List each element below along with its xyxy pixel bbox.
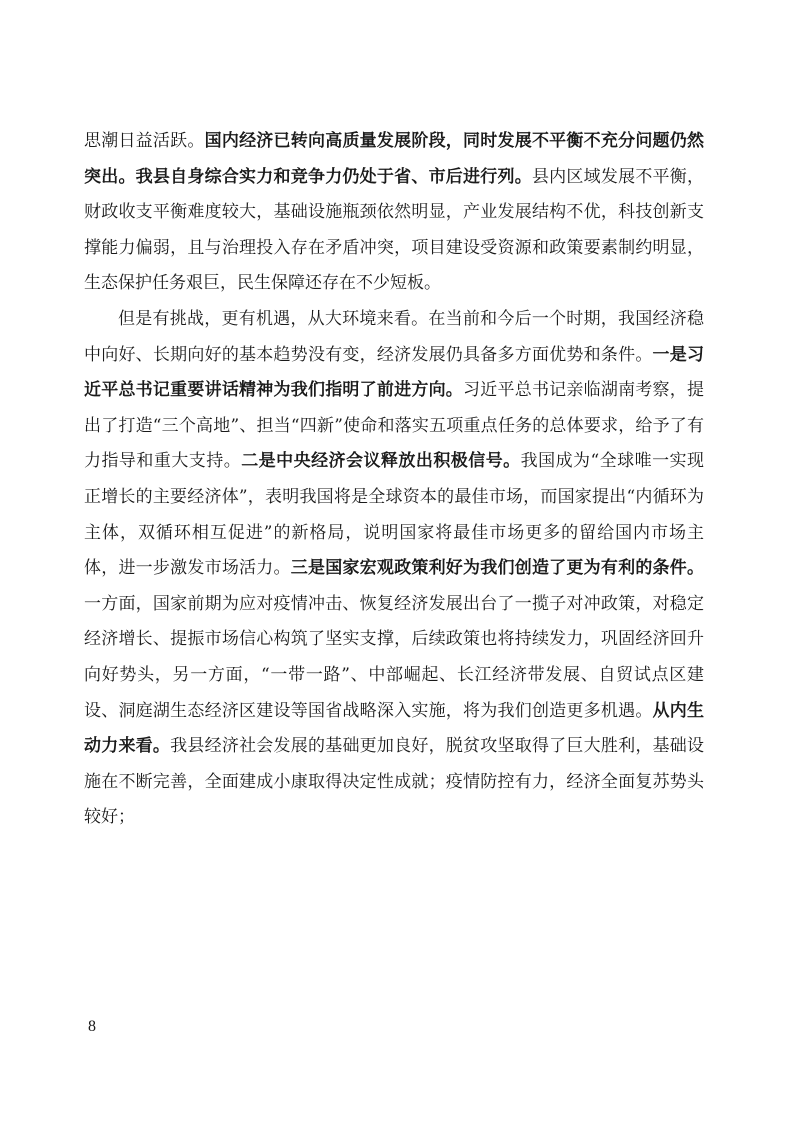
bold-text-segment: 三是国家宏观政策利好为我们创造了更为有利的条件。 — [290, 558, 705, 579]
text-segment: 习近平总书记亲临湖南考察，提出了打造“三个高地”、担当“四新”使命和落实五项重点任务的总体要求，给予了有力指导和重大支持。 — [84, 380, 705, 472]
text-segment: 我国成为“全球唯一实现正增长的主要经济体”，表明我国将是全球资本的最佳市场，而国家提出“内循环为主体，双循环相互促进”的新格局，说明国家将最佳市场更多的留给国内市场主体，进一步激发市场活力。 — [84, 451, 705, 579]
text-segment: 但是有挑战，更有机遇，从大环境来看。在当前和今后一个时期，我国经济稳中向好、长期向好的基本趋势没有变，经济发展仍具备多方面优势和条件。 — [84, 308, 704, 365]
bold-text-segment: 从内生动力来看。 — [84, 700, 705, 757]
body-text — [84, 124, 704, 836]
paragraph-1 — [84, 124, 704, 302]
bold-text-segment: 国内经济已转向高质量发展阶段，同时发展不平衡不充分问题仍然突出。我县自身综合实力和竞争力仍处于省、市后进行列。 — [84, 131, 705, 187]
bold-text-segment: 一是习近平总书记重要讲话精神为我们指明了前进方向。 — [84, 344, 705, 401]
text-segment: 一方面，国家前期为应对疫情冲击、恢复经济发展出台了一揽子对冲政策，对稳定经济增长、提振市场信心构筑了坚实支撑，后续政策也将持续发力，巩固经济回升向好势头，另一方面，“一带一路”、中部崛起、长江经济带发展、自贸试点区建设、洞庭湖生态经济区建设等国省战略深入实施，将为我们创造更多机遇。 — [84, 593, 704, 721]
text-segment: 思潮日益活跃。 — [84, 131, 205, 151]
paragraph-2 — [84, 302, 704, 836]
text-segment: 县内区域发展不平衡，财政收支平衡难度较大，基础设施瓶颈依然明显，产业发展结构不优，科技创新支撑能力偏弱，且与治理投入存在矛盾冲突，项目建设受资源和政策要素制约明显，生态保护任务艰巨，民生保障还存在不少短板。 — [84, 166, 705, 294]
bold-text-segment: 二是中央经济会议释放出积极信号。 — [241, 451, 521, 472]
text-segment: 我县经济社会发展的基础更加良好，脱贫攻坚取得了巨大胜利，基础设施在不断完善，全面建成小康取得决定性成就；疫情防控有力，经济全面复苏势头较好； — [84, 736, 705, 828]
page-number: 8 — [88, 1018, 96, 1035]
